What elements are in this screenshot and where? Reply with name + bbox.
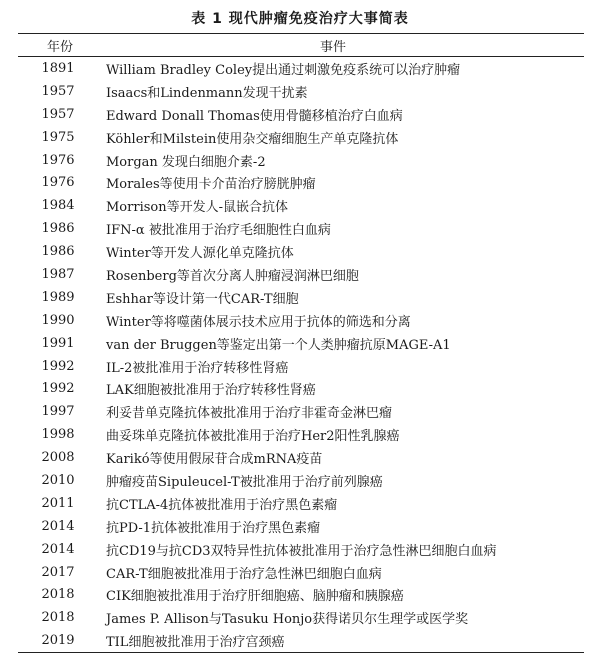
events-table	[18, 33, 584, 653]
event-cell: IL-2被批准用于治疗转移性肾癌	[106, 360, 289, 376]
event-cell: Köhler和Milstein使用杂交瘤细胞生产单克隆抗体	[106, 131, 399, 147]
event-cell: Morales等使用卡介苗治疗膀胱肿瘤	[106, 177, 316, 193]
table-row	[18, 515, 584, 538]
year-cell: 2014	[41, 541, 75, 557]
year-cell: 2018	[41, 587, 75, 603]
header-year: 年份	[46, 39, 73, 55]
table-row	[18, 240, 584, 263]
year-cell: 1989	[41, 289, 75, 305]
table-row	[18, 332, 584, 355]
table-row	[18, 492, 584, 515]
table-header	[18, 34, 584, 56]
event-cell: 曲妥珠单克隆抗体被批准用于治疗Her2阳性乳腺癌	[106, 429, 400, 445]
year-cell: 2014	[41, 518, 75, 534]
year-cell: 2018	[41, 610, 75, 626]
year-cell: 1992	[41, 381, 75, 397]
year-cell: 1990	[41, 312, 75, 328]
event-cell: Morgan 发现白细胞介素-2	[106, 154, 266, 170]
event-cell: CIK细胞被批准用于治疗肝细胞癌、脑肿瘤和胰腺癌	[106, 589, 404, 605]
year-cell: 1997	[41, 404, 75, 420]
table-body	[18, 57, 584, 652]
event-cell: Winter等将噬菌体展示技术应用于抗体的筛选和分离	[106, 314, 411, 330]
event-cell: Karikó等使用假尿苷合成mRNA疫苗	[106, 452, 323, 468]
event-cell: van der Bruggen等鉴定出第一个人类肿瘤抗原MAGE-A1	[106, 337, 451, 353]
table-row	[18, 423, 584, 446]
year-cell: 2008	[41, 450, 75, 466]
event-cell: LAK细胞被批准用于治疗转移性肾癌	[106, 383, 316, 399]
event-cell: William Bradley Coley提出通过刺激免疫系统可以治疗肿瘤	[106, 62, 461, 78]
table-row	[18, 263, 584, 286]
event-cell: Isaacs和Lindenmann发现干扰素	[106, 85, 308, 101]
table-row	[18, 446, 584, 469]
event-cell: 抗CD19与抗CD3双特异性抗体被批准用于治疗急性淋巴细胞白血病	[106, 543, 497, 559]
header-event: 事件	[319, 39, 346, 55]
year-cell: 1891	[41, 60, 75, 76]
event-cell: Rosenberg等首次分离人肿瘤浸润淋巴细胞	[106, 268, 359, 284]
table-row	[18, 377, 584, 400]
table-row	[18, 538, 584, 561]
year-cell: 1984	[41, 198, 75, 214]
year-cell: 1987	[41, 266, 75, 282]
event-cell: CAR-T细胞被批准用于治疗急性淋巴细胞白血病	[106, 566, 382, 582]
table-row	[18, 126, 584, 149]
year-cell: 1957	[41, 106, 75, 122]
bottom-rule	[18, 652, 584, 653]
table-row	[18, 171, 584, 194]
year-cell: 2019	[41, 633, 75, 649]
year-cell: 1998	[41, 427, 75, 443]
year-cell: 2011	[41, 495, 75, 511]
event-cell: James P. Allison与Tasuku Honjo获得诺贝尔生理学或医学奖	[106, 612, 469, 628]
event-cell: IFN-α 被批准用于治疗毛细胞性白血病	[106, 223, 331, 239]
year-cell: 1957	[41, 83, 75, 99]
table-row	[18, 80, 584, 103]
table-row	[18, 57, 584, 80]
table-row	[18, 469, 584, 492]
table-row	[18, 149, 584, 172]
table-row	[18, 400, 584, 423]
year-cell: 1986	[41, 221, 75, 237]
year-cell: 1986	[41, 244, 75, 260]
table-row	[18, 194, 584, 217]
table-row	[18, 217, 584, 240]
event-cell: 抗CTLA-4抗体被批准用于治疗黑色素瘤	[106, 497, 338, 513]
event-cell: Morrison等开发人-鼠嵌合抗体	[106, 200, 288, 216]
event-cell: 肿瘤疫苗Sipuleucel-T被批准用于治疗前列腺癌	[106, 474, 383, 490]
table-row	[18, 286, 584, 309]
year-cell: 1991	[41, 335, 75, 351]
event-cell: 抗PD-1抗体被批准用于治疗黑色素瘤	[106, 520, 321, 536]
year-cell: 1976	[41, 152, 75, 168]
event-cell: Winter等开发人源化单克隆抗体	[106, 246, 294, 262]
year-cell: 1975	[41, 129, 75, 145]
event-cell: 利妥昔单克隆抗体被批准用于治疗非霍奇金淋巴瘤	[106, 406, 393, 422]
event-cell: TIL细胞被批准用于治疗宫颈癌	[106, 635, 285, 651]
table-row	[18, 355, 584, 378]
year-cell: 1992	[41, 358, 75, 374]
table-row	[18, 309, 584, 332]
table-title: 表 1 现代肿瘤免疫治疗大事简表	[191, 11, 409, 27]
table-row	[18, 606, 584, 629]
year-cell: 1976	[41, 175, 75, 191]
event-cell: Eshhar等设计第一代CAR-T细胞	[106, 291, 299, 307]
year-cell: 2017	[41, 564, 75, 580]
table-row	[18, 561, 584, 584]
table-row	[18, 103, 584, 126]
table-row	[18, 583, 584, 606]
table-row	[18, 629, 584, 652]
event-cell: Edward Donall Thomas使用骨髓移植治疗白血病	[106, 108, 403, 124]
year-cell: 2010	[41, 472, 75, 488]
